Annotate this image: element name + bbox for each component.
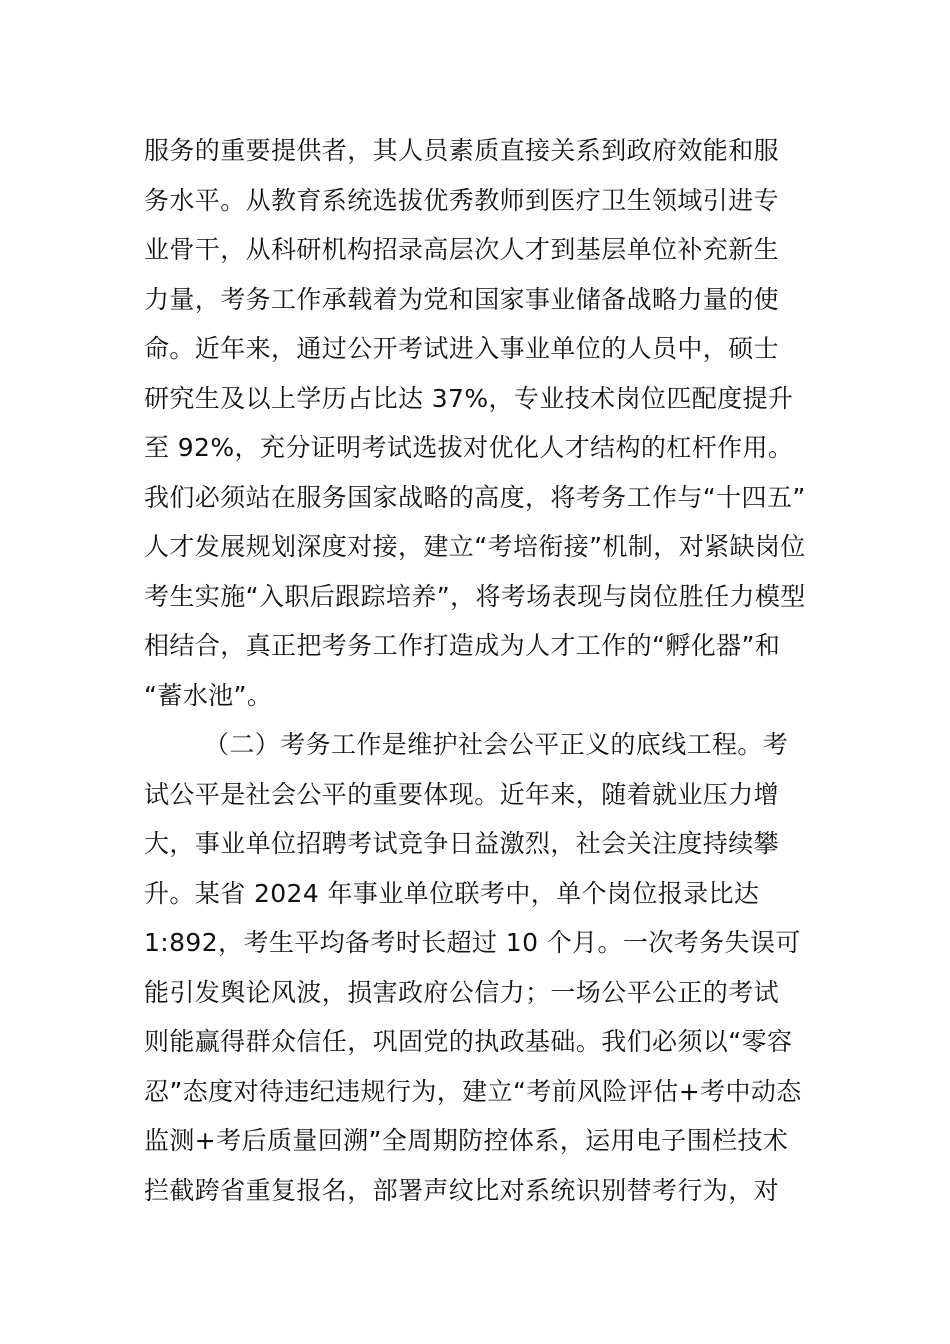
text-line: 1:892，考生平均备考时长超过 10 个月。一次考务失误可 [144,928,801,957]
text-line: 务水平。从教育系统选拔优秀教师到医疗卫生领域引进专 [144,185,780,215]
text-line: 业骨干，从科研机构招录高层次人才到基层单位补充新生 [144,235,780,264]
text-line: 试公平是社会公平的重要体现。近年来，随着就业压力增 [144,779,780,809]
text-line: 研究生及以上学历占比达 37%，专业技术岗位匹配度提升 [144,383,794,413]
text-line: 忍”态度对待违纪违规行为，建立“考前风险评估+考中动态 [144,1076,802,1106]
body-text [144,126,824,1215]
text-line: 至 92%，充分证明考试选拔对优化人才结构的杠杆作用。 [144,433,794,462]
text-line: 我们必须站在服务国家战略的高度，将考务工作与“十四五” [144,482,806,512]
text-line: 服务的重要提供者，其人员素质直接关系到政府效能和服 [144,136,780,165]
text-line: 监测+考后质量回溯”全周期防控体系，运用电子围栏技术 [144,1126,789,1155]
text-line: 人才发展规划深度对接，建立“考培衔接”机制，对紧缺岗位 [144,532,806,561]
text-line: 拦截跨省重复报名，部署声纹比对系统识别替考行为，对 [144,1175,780,1205]
text-line: 能引发舆论风波，损害政府公信力；一场公平公正的考试 [144,977,780,1007]
text-line: 命。近年来，通过公开考试进入事业单位的人员中，硕士 [144,334,780,363]
text-line: 升。某省 2024 年事业单位联考中，单个岗位报录比达 [144,878,760,908]
text-line: 大，事业单位招聘考试竞争日益激烈，社会关注度持续攀 [144,829,780,858]
text-line: 相结合，真正把考务工作打造成为人才工作的“孵化器”和 [144,631,781,660]
section-heading-line: （二）考务工作是维护社会公平正义的底线工程。考 [204,730,789,759]
text-line: 力量，考务工作承载着为党和国家事业储备战略力量的使 [144,284,780,314]
text-line: 则能赢得群众信任，巩固党的执政基础。我们必须以“零容 [144,1027,793,1056]
text-line: “蓄水池”。 [144,680,273,710]
text-line: 考生实施“入职后跟踪培养”，将考场表现与岗位胜任力模型 [144,581,806,611]
